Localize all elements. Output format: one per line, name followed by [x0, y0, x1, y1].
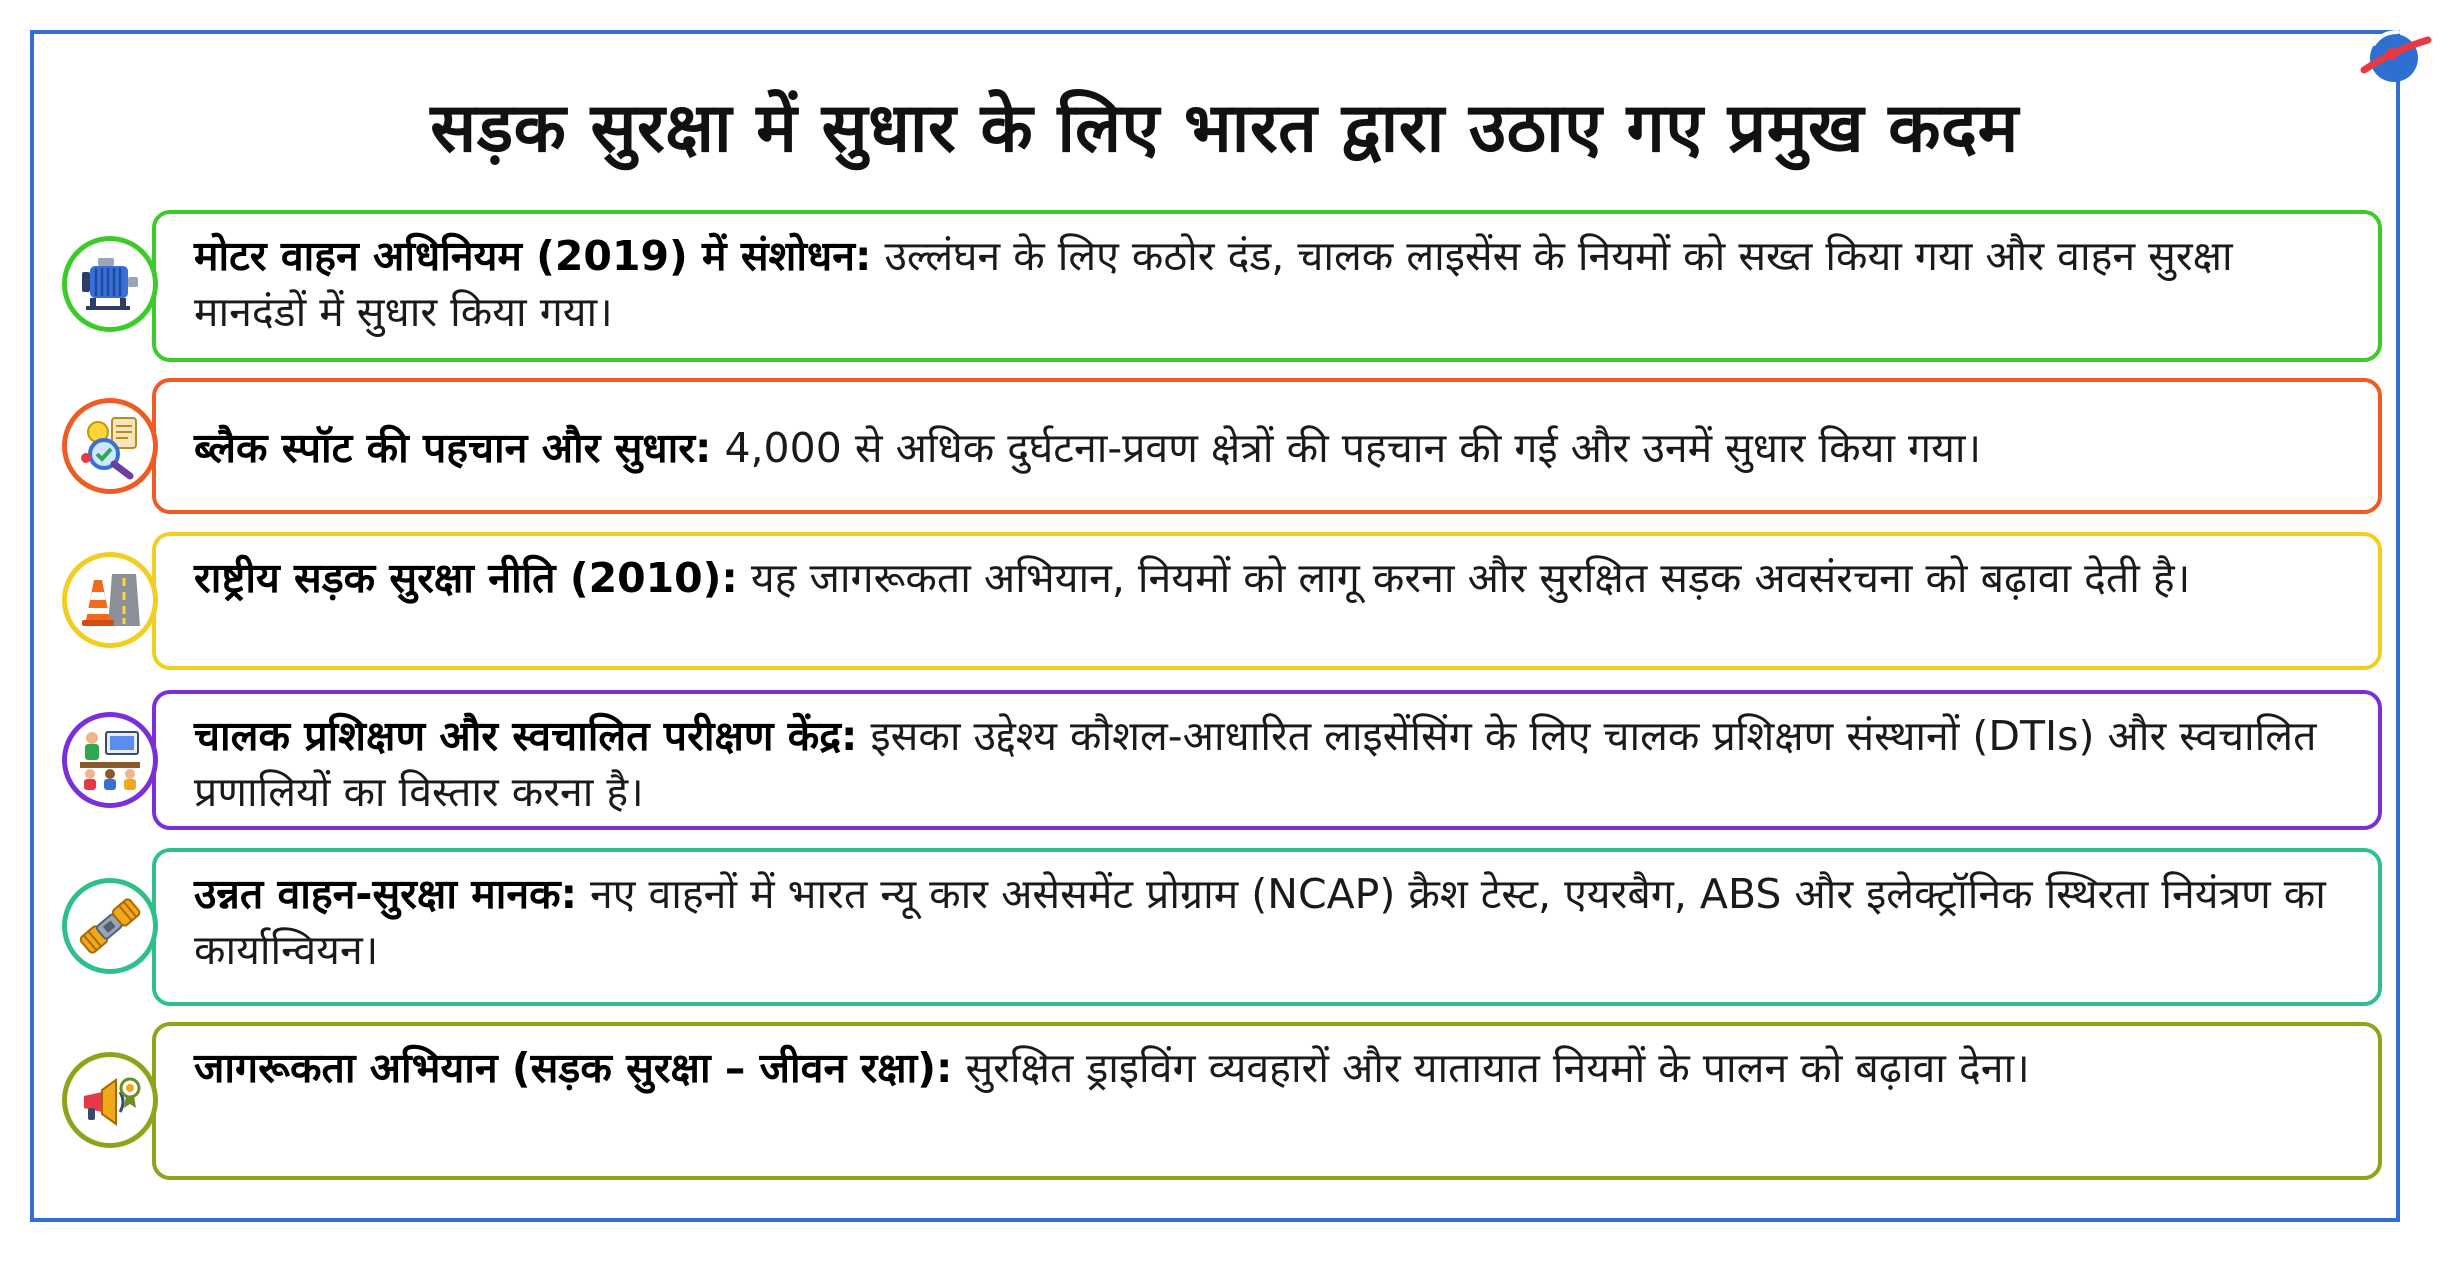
item-box	[152, 378, 2382, 514]
item-heading: उन्नत वाहन-सुरक्षा मानक:	[194, 870, 577, 918]
road-cone-icon	[76, 566, 144, 634]
icon-circle	[62, 1052, 158, 1148]
identify-magnifier-icon	[76, 412, 144, 480]
item-heading: जागरूकता अभियान (सड़क सुरक्षा – जीवन रक्षा):	[194, 1044, 953, 1092]
seatbelt-icon	[76, 892, 144, 960]
training-class-icon	[76, 726, 144, 794]
icon-circle	[62, 878, 158, 974]
item-text	[194, 1040, 2350, 1096]
item-body: नए वाहनों में भारत न्यू कार असेसमेंट प्रोग्राम (NCAP) क्रैश टेस्ट, एयरबैग, ABS और इलेक्ट्रॉनिक स्थिरता नियंत्रण का कार्यान्वियन।	[194, 870, 2326, 974]
list-item	[62, 690, 2382, 830]
item-heading: ब्लैक स्पॉट की पहचान और सुधार:	[194, 424, 712, 472]
item-text	[194, 708, 2350, 820]
item-box	[152, 848, 2382, 1006]
item-body: 4,000 से अधिक दुर्घटना-प्रवण क्षेत्रों की पहचान की गई और उनमें सुधार किया गया।	[711, 424, 1982, 472]
item-heading: मोटर वाहन अधिनियम (2019) में संशोधन:	[194, 232, 872, 280]
list-item	[62, 532, 2382, 670]
item-box	[152, 532, 2382, 670]
item-body: इसका उद्देश्य कौशल-आधारित लाइसेंसिंग के लिए चालक प्रशिक्षण संस्थानों (DTIs) और स्वचालित प्रणालियों का विस्तार करना है।	[194, 712, 2317, 816]
icon-circle	[62, 552, 158, 648]
list-item	[62, 378, 2382, 514]
item-heading: चालक प्रशिक्षण और स्वचालित परीक्षण केंद्र:	[194, 712, 858, 760]
item-text	[194, 866, 2350, 978]
item-body: सुरक्षित ड्राइविंग व्यवहारों और यातायात नियमों के पालन को बढ़ावा देना।	[952, 1044, 2030, 1092]
list-item	[62, 848, 2382, 1006]
list-item	[62, 1022, 2382, 1180]
item-text	[194, 420, 2350, 476]
page-title: सड़क सुरक्षा में सुधार के लिए भारत द्वारा उठाए गए प्रमुख कदम	[430, 89, 2019, 168]
item-heading: राष्ट्रीय सड़क सुरक्षा नीति (2010):	[194, 554, 738, 602]
icon-circle	[62, 398, 158, 494]
item-text	[194, 550, 2350, 606]
item-box	[152, 690, 2382, 830]
engine-icon	[76, 250, 144, 318]
icon-circle	[62, 236, 158, 332]
list-item	[62, 210, 2382, 362]
item-body: उल्लंघन के लिए कठोर दंड, चालक लाइसेंस के नियमों को सख्त किया गया और वाहन सुरक्षा मानदंडों में सुधार किया गया।	[194, 232, 2233, 336]
item-box	[152, 1022, 2382, 1180]
item-text	[194, 228, 2350, 340]
item-body: यह जागरूकता अभियान, नियमों को लागू करना और सुरक्षित सड़क अवसंरचना को बढ़ावा देती है।	[737, 554, 2191, 602]
megaphone-icon	[76, 1066, 144, 1134]
item-box	[152, 210, 2382, 362]
icon-circle	[62, 712, 158, 808]
